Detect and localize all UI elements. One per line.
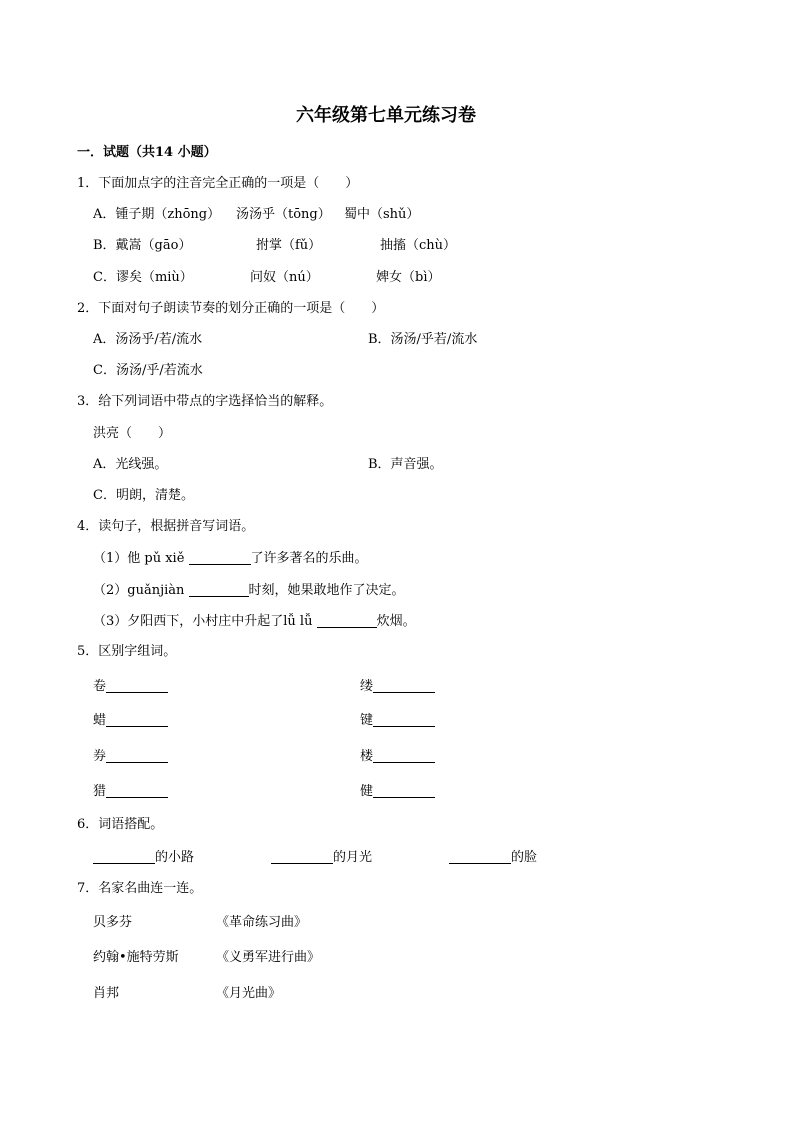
- q6-item-label: 的月光: [333, 850, 373, 865]
- q4-s1-prefix: （1）他 pǔ xiě: [93, 551, 189, 566]
- q4-sentence-1: [93, 551, 368, 565]
- q4-s2-prefix: （2）guǎnjiàn: [93, 583, 189, 598]
- q3-option-c: C．明朗，清楚。: [93, 488, 194, 503]
- q4-sentence-3: [93, 614, 416, 628]
- q1-option-a-3: 蜀中（shǔ）: [344, 207, 420, 222]
- answer-blank[interactable]: [373, 784, 435, 798]
- q1-stem: 1．下面加点字的注音完全正确的一项是（ ）: [77, 176, 359, 191]
- q6-item: [271, 850, 372, 864]
- q3-option-b: B．声音强。: [368, 457, 443, 472]
- answer-blank[interactable]: [189, 583, 249, 597]
- q1-option-c-1: C．谬矣（miù）: [93, 270, 193, 285]
- q2-option-a: A．汤汤乎/若/流水: [93, 332, 203, 347]
- q3-stem: 3．给下列词语中带点的字选择恰当的解释。: [77, 394, 333, 409]
- q7-work: 《革命练习曲》: [216, 915, 308, 930]
- q2-stem: 2．下面对句子朗读节奏的划分正确的一项是（ ）: [77, 301, 385, 316]
- answer-blank[interactable]: [93, 850, 155, 864]
- q1-option-c-3: 婢女（bì）: [376, 270, 441, 285]
- q5-stem: 5．区别字组词。: [77, 644, 177, 659]
- q7-work: 《义勇军进行曲》: [216, 950, 321, 965]
- q5-char: 卷: [93, 679, 107, 694]
- answer-blank[interactable]: [106, 784, 168, 798]
- answer-blank[interactable]: [106, 749, 168, 763]
- answer-blank[interactable]: [271, 850, 333, 864]
- q5-char: 楼: [360, 749, 374, 764]
- section-heading: 一．试题（共14 小题）: [77, 145, 217, 160]
- answer-blank[interactable]: [373, 749, 435, 763]
- answer-blank[interactable]: [373, 713, 435, 727]
- q5-right-item: [360, 749, 435, 763]
- q5-left-item: [93, 784, 168, 798]
- q7-composer: 约翰•施特劳斯: [93, 950, 179, 965]
- q5-char: 猎: [93, 784, 107, 799]
- q5-char: 券: [93, 749, 107, 764]
- q4-sentence-2: [93, 583, 405, 597]
- q1-option-c-2: 问奴（nú）: [250, 270, 319, 285]
- q4-s3-suffix: 炊烟。: [376, 614, 416, 629]
- answer-blank[interactable]: [317, 614, 377, 628]
- q5-right-item: [360, 679, 435, 693]
- answer-blank[interactable]: [449, 850, 511, 864]
- q1-option-a-2: 汤汤乎（tōng）: [236, 207, 331, 222]
- q5-left-item: [93, 713, 168, 727]
- q1-option-b-1: B．戴嵩（gāo）: [93, 238, 192, 253]
- q2-option-b: B．汤汤/乎若/流水: [368, 332, 478, 347]
- q6-item-label: 的小路: [155, 850, 195, 865]
- q6-item: [93, 850, 194, 864]
- q4-s3-prefix: （3）夕阳西下，小村庄中升起了lǚ lǚ: [93, 614, 317, 629]
- q1-option-a-1: A．锺子期（zhōng）: [93, 207, 221, 222]
- q5-left-item: [93, 749, 168, 763]
- q3-option-a: A．光线强。: [93, 457, 168, 472]
- q1-option-b-3: 抽搐（chù）: [380, 238, 457, 253]
- q7-work: 《月光曲》: [216, 986, 282, 1001]
- q5-char: 缕: [360, 679, 374, 694]
- q2-option-c: C．汤汤/乎/若流水: [93, 363, 203, 378]
- q5-right-item: [360, 713, 435, 727]
- q6-item-label: 的脸: [511, 850, 538, 865]
- q7-composer: 贝多芬: [93, 915, 133, 930]
- q4-stem: 4．读句子，根据拼音写词语。: [77, 519, 255, 534]
- q5-char: 蜡: [93, 713, 107, 728]
- q4-s2-suffix: 时刻，她果敢地作了决定。: [248, 583, 405, 598]
- q5-char: 键: [360, 713, 374, 728]
- answer-blank[interactable]: [373, 679, 435, 693]
- q7-stem: 7．名家名曲连一连。: [77, 881, 203, 896]
- q5-left-item: [93, 679, 168, 693]
- q6-stem: 6．词语搭配。: [77, 817, 164, 832]
- answer-blank[interactable]: [106, 679, 168, 693]
- page-title: 六年级第七单元练习卷: [296, 105, 476, 126]
- q6-item: [449, 850, 537, 864]
- q7-composer: 肖邦: [93, 986, 120, 1001]
- answer-blank[interactable]: [189, 551, 251, 565]
- q5-right-item: [360, 784, 435, 798]
- q4-s1-suffix: 了许多著名的乐曲。: [250, 551, 368, 566]
- q3-word: 洪亮（ ）: [93, 426, 172, 441]
- q5-char: 健: [360, 784, 374, 799]
- answer-blank[interactable]: [106, 713, 168, 727]
- q1-option-b-2: 拊掌（fǔ）: [256, 238, 322, 253]
